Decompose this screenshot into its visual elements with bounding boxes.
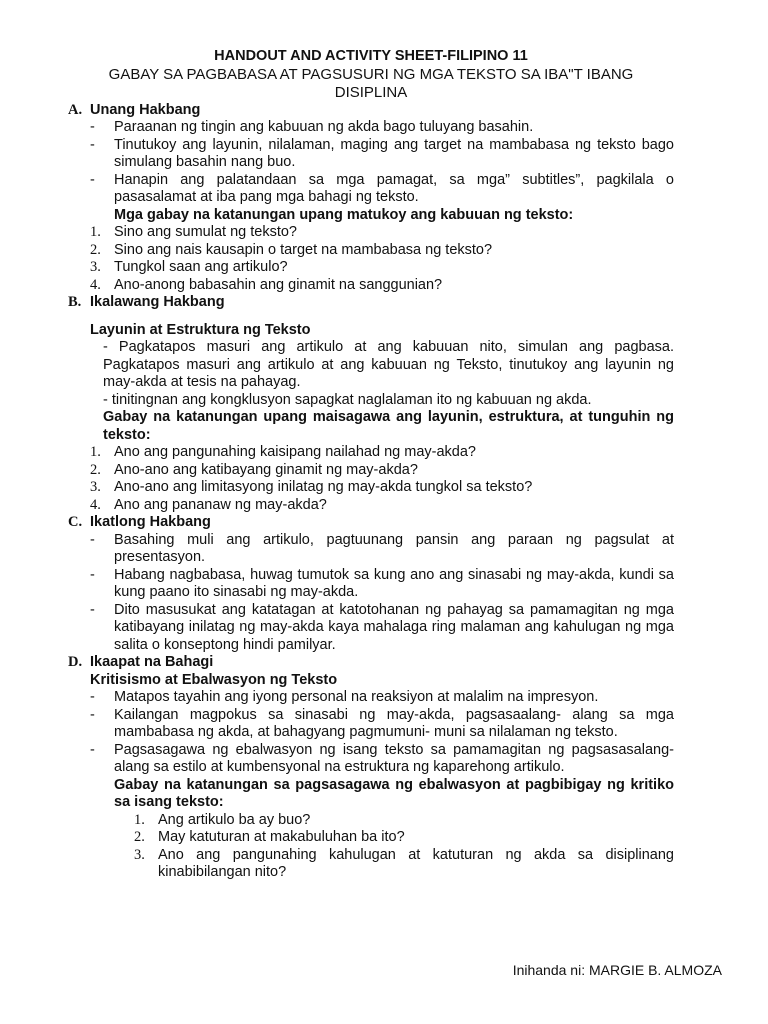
document-title: HANDOUT AND ACTIVITY SHEET-FILIPINO 11 xyxy=(214,48,528,64)
guide-questions-heading: Gabay na katanungan upang maisagawa ang layunin, estruktura, at tunguhin ng teksto: xyxy=(103,409,674,443)
question-text: Sino ang nais kausapin o target na mambabasa ng teksto? xyxy=(114,241,493,258)
list-item: - Hanapin ang palatandaan sa mga pamagat, sa mga” subtitles”, pagkilala o pasasalamat at iba pang mga bahagi ng teksto. xyxy=(90,171,674,205)
bullet-text: Tinutukoy ang layunin, nilalaman, maging ang target na mambabasa ng teksto bago simulang basahin nang buo. xyxy=(114,136,674,170)
list-item: - Habang nagbabasa, huwag tumutok sa kung ano ang sinasabi ng may-akda, kundi sa kung paano ito sinasabi ng may-akda. xyxy=(90,566,674,600)
question-text: Tungkol saan ang artikulo? xyxy=(114,259,288,275)
question-text: Ano-ano ang katibayang ginamit ng may-akda? xyxy=(114,461,418,478)
handout-page xyxy=(68,48,674,882)
question-text: Sino ang sumulat ng teksto? xyxy=(114,224,297,240)
section-subheading: Kritisismo at Ebalwasyon ng Teksto xyxy=(90,671,338,688)
list-item: 1. Sino ang sumulat ng teksto? xyxy=(90,224,297,240)
list-item: 1. Ano ang pangunahing kaisipang nailahad ng may-akda? xyxy=(90,444,476,460)
list-item: 4. Ano-anong babasahin ang ginamit na sanggunian? xyxy=(90,276,443,293)
list-item: - Paraanan ng tingin ang kabuuan ng akda bago tuluyang basahin. xyxy=(90,119,534,135)
list-item: 3. Ano ang pangunahing kahulugan at katuturan ng akda sa disiplinang kinabibilangan nito? xyxy=(134,846,674,880)
section-subheading: Layunin at Estruktura ng Teksto xyxy=(90,321,311,338)
guide-questions-heading: Gabay na katanungan sa pagsasagawa ng ebalwasyon at pagbibigay ng kritiko sa isang teksto: xyxy=(114,776,674,810)
list-item: 3. Ano-ano ang limitasyong inilatag ng may-akda tungkol sa teksto? xyxy=(90,479,533,495)
list-item: 2. Sino ang nais kausapin o target na mambabasa ng teksto? xyxy=(90,241,493,258)
list-item: 1. Ang artikulo ba ay buo? xyxy=(134,811,311,828)
bullet-text: Hanapin ang palatandaan sa mga pamagat, sa mga” subtitles”, pagkilala o pasasalamat at iba pang mga bahagi ng teksto. xyxy=(114,171,674,205)
section-letter: B. xyxy=(68,294,82,310)
section-title: Ikaapat na Bahagi xyxy=(90,654,214,670)
section-c-heading xyxy=(68,514,674,532)
section-letter: A. xyxy=(68,101,83,118)
list-item: - Pagsasagawa ng ebalwasyon ng isang teksto sa pamamagitan ng pagsasasalang-alang sa estilo at kumbensyonal na estruktura ng kaparehong artikulo. xyxy=(90,741,674,775)
prepared-by: Inihanda ni: MARGIE B. ALMOZA xyxy=(512,962,722,978)
list-item: 2. May katuturan at makabuluhan ba ito? xyxy=(134,829,405,845)
section-title: Ikalawang Hakbang xyxy=(90,294,225,310)
section-title: Ikatlong Hakbang xyxy=(90,514,211,530)
section-title: Unang Hakbang xyxy=(90,101,201,118)
section-b-heading xyxy=(68,294,674,312)
list-item: - Basahing muli ang artikulo, pagtuunang pansin ang paraan ng pagsulat at presentasyon. xyxy=(90,531,674,565)
bullet-text: Paraanan ng tingin ang kabuuan ng akda bago tuluyang basahin. xyxy=(114,119,534,135)
bullet-text: Dito masusukat ang katatagan at katotohanan ng pahayag sa pamamagitan ng mga katibayang inilatag ng may-akda kaya mahalaga ring malaman ang kahulugan ng mga salita o konseptong hindi pamilyar. xyxy=(114,601,674,653)
question-text: Ano-ano ang limitasyong inilatag ng may-akda tungkol sa teksto? xyxy=(114,479,533,495)
guide-questions-heading: Mga gabay na katanungan upang matukoy ang kabuuan ng teksto: xyxy=(114,206,574,223)
list-item: 2. Ano-ano ang katibayang ginamit ng may-akda? xyxy=(90,461,418,478)
bullet-text: Matapos tayahin ang iyong personal na reaksiyon at malalim na impresyon. xyxy=(114,689,599,705)
question-text: Ang artikulo ba ay buo? xyxy=(158,811,311,828)
paragraph: - Pagkatapos masuri ang artikulo at ang kabuuan nito, simulan ang pagbasa. Pagkatapos masuri ang artikulo at ang kabuuan ng Teksto, tinutukoy ang layunin ng may-akda at tesis na pahayag. xyxy=(103,339,674,390)
section-a-heading xyxy=(68,102,674,120)
question-text: Ano ang pangunahing kaisipang nailahad ng may-akda? xyxy=(114,444,476,460)
document-subtitle-line2: DISIPLINA xyxy=(334,83,408,101)
paragraph: - tinitingnan ang kongklusyon sapagkat naglalaman ito ng kabuuan ng akda. xyxy=(103,391,592,408)
section-letter: D. xyxy=(68,654,83,670)
question-text: Ano ang pananaw ng may-akda? xyxy=(114,496,327,513)
question-text: Ano-anong babasahin ang ginamit na sanggunian? xyxy=(114,276,443,293)
list-item: - Matapos tayahin ang iyong personal na reaksiyon at malalim na impresyon. xyxy=(90,689,599,705)
list-item: - Dito masusukat ang katatagan at katotohanan ng pahayag sa pamamagitan ng mga katibayang inilatag ng may-akda kaya mahalaga ring malaman ang kahulugan ng mga salita o konseptong hindi pamilyar. xyxy=(90,601,674,653)
bullet-text: Pagsasagawa ng ebalwasyon ng isang teksto sa pamamagitan ng pagsasasalang-alang sa estilo at kumbensyonal na estruktura ng kaparehong artikulo. xyxy=(114,741,674,775)
section-d-heading xyxy=(68,654,674,672)
bullet-text: Kailangan magpokus sa sinasabi ng may-akda, pagsasaalang- alang sa mga mambabasa ng akda, at bahagyang pagmumuni- muni sa nilalaman ng teksto. xyxy=(114,706,674,740)
question-text: Ano ang pangunahing kahulugan at katuturan ng akda sa disiplinang kinabibilangan nito? xyxy=(158,846,674,880)
section-letter: C. xyxy=(68,514,83,530)
list-item: 4. Ano ang pananaw ng may-akda? xyxy=(90,496,327,513)
list-item: 3. Tungkol saan ang artikulo? xyxy=(90,259,288,275)
document-subtitle-line1: GABAY SA PAGBABASA AT PAGSUSURI NG MGA TEKSTO SA IBA"T IBANG xyxy=(108,65,634,83)
bullet-text: Basahing muli ang artikulo, pagtuunang pansin ang paraan ng pagsulat at presentasyon. xyxy=(114,531,674,565)
bullet-text: Habang nagbabasa, huwag tumutok sa kung ano ang sinasabi ng may-akda, kundi sa kung paano ito sinasabi ng may-akda. xyxy=(114,566,674,600)
question-text: May katuturan at makabuluhan ba ito? xyxy=(158,829,405,845)
list-item: - Kailangan magpokus sa sinasabi ng may-akda, pagsasaalang- alang sa mga mambabasa ng akda, at bahagyang pagmumuni- muni sa nilalaman ng teksto. xyxy=(90,706,674,740)
list-item: - Tinutukoy ang layunin, nilalaman, maging ang target na mambabasa ng teksto bago simulang basahin nang buo. xyxy=(90,136,674,170)
